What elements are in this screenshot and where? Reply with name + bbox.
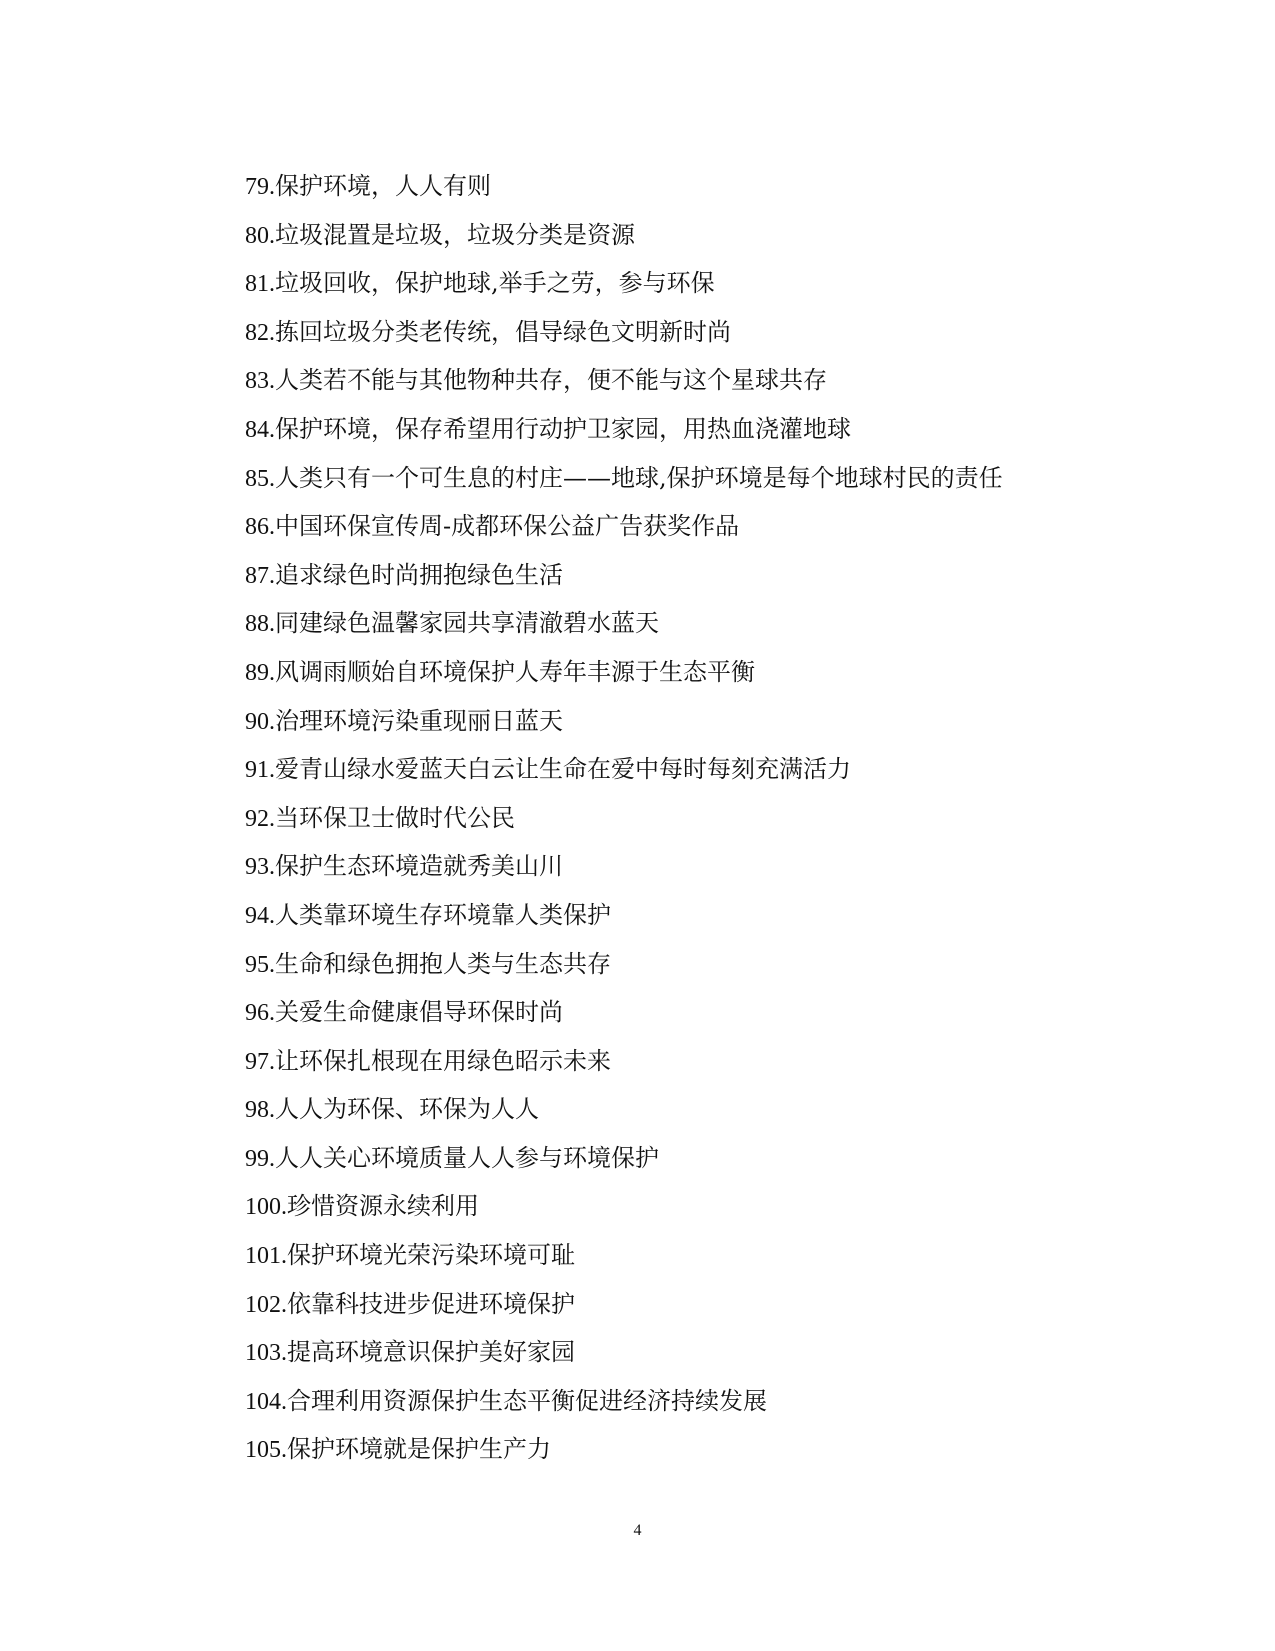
page-number: 4 <box>633 1522 642 1539</box>
item-number: 93. <box>245 854 275 881</box>
list-item <box>245 648 1003 697</box>
list-item <box>245 1425 1003 1474</box>
item-number: 88. <box>245 611 275 638</box>
item-number: 104. <box>245 1388 287 1415</box>
item-number: 81. <box>245 271 275 298</box>
item-number: 89. <box>245 659 275 686</box>
list-item <box>245 454 1003 503</box>
item-number: 101. <box>245 1243 287 1270</box>
list-item <box>245 599 1003 648</box>
slogan-list <box>245 162 1003 1474</box>
item-number: 82. <box>245 319 275 346</box>
list-item <box>245 405 1003 454</box>
item-text: 爱青山绿水爱蓝天白云让生命在爱中每时每刻充满活力 <box>275 755 851 784</box>
item-number: 99. <box>245 1145 275 1172</box>
item-number: 83. <box>245 368 275 395</box>
list-item <box>245 1328 1003 1377</box>
item-text: 中国环保宣传周-成都环保公益广告获奖作品 <box>275 512 740 541</box>
item-text: 保护生态环境造就秀美山川 <box>275 852 563 881</box>
item-text: 治理环境污染重现丽日蓝天 <box>275 706 563 735</box>
item-text: 合理利用资源保护生态平衡促进经济持续发展 <box>287 1386 767 1415</box>
item-text: 拣回垃圾分类老传统，倡导绿色文明新时尚 <box>275 317 731 346</box>
item-text: 珍惜资源永续利用 <box>287 1192 479 1221</box>
item-text: 人类若不能与其他物种共存，便不能与这个星球共存 <box>275 366 827 395</box>
list-item <box>245 842 1003 891</box>
list-item <box>245 1231 1003 1280</box>
list-item <box>245 697 1003 746</box>
item-number: 92. <box>245 805 275 832</box>
item-number: 94. <box>245 902 275 929</box>
list-item <box>245 891 1003 940</box>
item-text: 生命和绿色拥抱人类与生态共存 <box>275 949 611 978</box>
item-number: 105. <box>245 1437 287 1464</box>
item-number: 87. <box>245 562 275 589</box>
list-item <box>245 1280 1003 1329</box>
list-item <box>245 1182 1003 1231</box>
list-item <box>245 1134 1003 1183</box>
item-number: 102. <box>245 1291 287 1318</box>
item-text: 让环保扎根现在用绿色昭示未来 <box>275 1046 611 1075</box>
list-item <box>245 259 1003 308</box>
item-number: 91. <box>245 757 275 784</box>
item-text: 人类靠环境生存环境靠人类保护 <box>275 900 611 929</box>
list-item <box>245 1085 1003 1134</box>
item-number: 98. <box>245 1097 275 1124</box>
list-item <box>245 211 1003 260</box>
item-text: 当环保卫士做时代公民 <box>275 803 515 832</box>
item-text: 保护环境，保存希望用行动护卫家园，用热血浇灌地球 <box>275 414 851 443</box>
list-item <box>245 502 1003 551</box>
item-number: 84. <box>245 416 275 443</box>
item-text: 人人为环保、环保为人人 <box>275 1095 539 1124</box>
list-item <box>245 551 1003 600</box>
item-text: 同建绿色温馨家园共享清澈碧水蓝天 <box>275 609 659 638</box>
list-item <box>245 988 1003 1037</box>
item-number: 79. <box>245 174 275 200</box>
list-item <box>245 1377 1003 1426</box>
item-text: 风调雨顺始自环境保护人寿年丰源于生态平衡 <box>275 657 755 686</box>
item-text: 垃圾混置是垃圾，垃圾分类是资源 <box>275 220 635 249</box>
item-text: 追求绿色时尚拥抱绿色生活 <box>275 560 563 589</box>
item-number: 85. <box>245 465 275 492</box>
item-text: 保护环境光荣污染环境可耻 <box>287 1241 575 1270</box>
list-item <box>245 940 1003 989</box>
item-text: 保护环境就是保护生产力 <box>287 1435 551 1464</box>
list-item <box>245 745 1003 794</box>
list-item <box>245 308 1003 357</box>
item-number: 96. <box>245 1000 275 1027</box>
item-number: 86. <box>245 514 275 541</box>
list-item <box>245 794 1003 843</box>
item-text: 人人关心环境质量人人参与环境保护 <box>275 1143 659 1172</box>
item-text: 关爱生命健康倡导环保时尚 <box>275 998 563 1027</box>
item-number: 100. <box>245 1194 287 1221</box>
item-number: 90. <box>245 708 275 735</box>
item-text: 依靠科技进步促进环境保护 <box>287 1289 575 1318</box>
item-text: 人类只有一个可生息的村庄——地球,保护环境是每个地球村民的责任 <box>275 463 1003 492</box>
list-item <box>245 356 1003 405</box>
list-item <box>245 1037 1003 1086</box>
item-number: 80. <box>245 222 275 249</box>
list-item <box>245 162 1003 211</box>
item-text: 垃圾回收，保护地球,举手之劳，参与环保 <box>275 269 715 298</box>
item-text: 提高环境意识保护美好家园 <box>287 1338 575 1367</box>
item-number: 95. <box>245 951 275 978</box>
item-text: 保护环境，人人有则 <box>275 172 491 200</box>
item-number: 97. <box>245 1048 275 1075</box>
item-number: 103. <box>245 1340 287 1367</box>
